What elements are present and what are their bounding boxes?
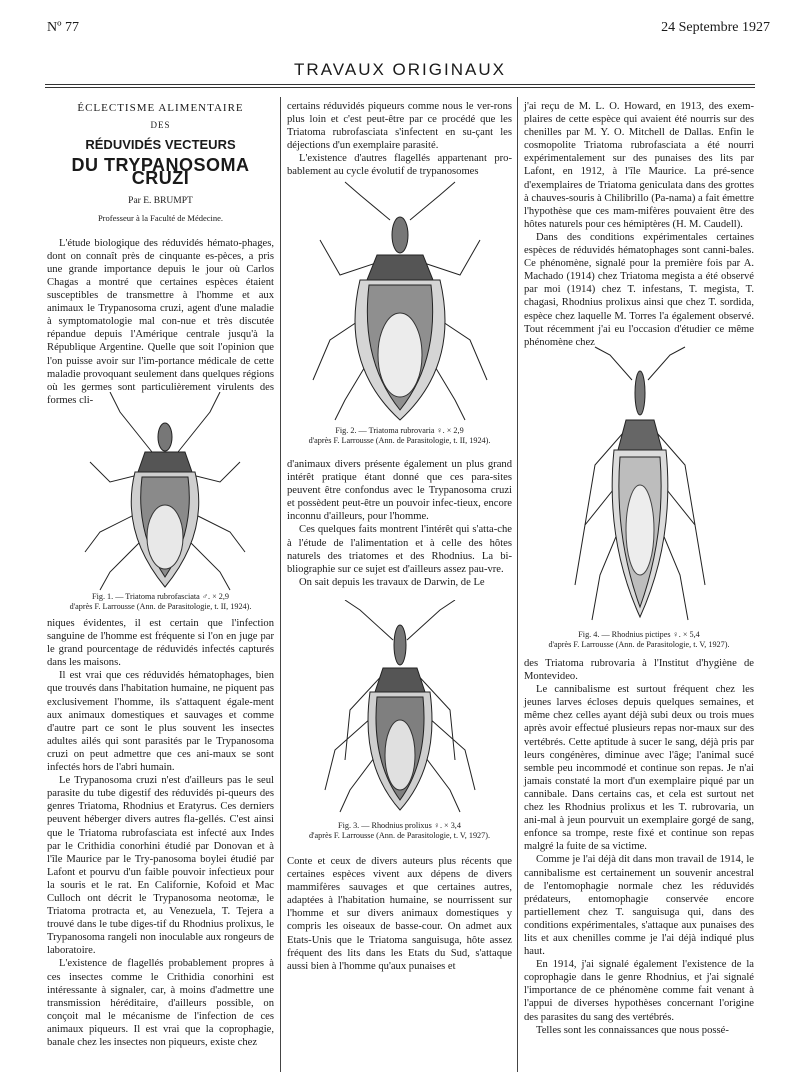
figure-3-rhodnius-prolixus	[315, 600, 485, 815]
paragraph: j'ai reçu de M. L. O. Howard, en 1913, des exem-plaires de cette espèce qui avaient été nourris sur des chenilles par M. Y. O. Mitchell de Dallas. Enfin le cosmopolite Triatoma rubrofasciata a été nourri expérimentalement sur des punaises des lits par Lafont, en 1912, à l'île Maurice. La pré-sence d'exemplaires de Triatoma geniculata dans des grottes à chauves-souris à Chilibrillo (Pa-nama) a fait émettre l'hypothèse que ces mam-mifères pouvaient être des hôtes naturels pour ces hémiptères (H. M. Caudell).	[524, 101, 754, 230]
paragraph: Conte et ceux de divers auteurs plus récents que certaines espèces vivent aux dépens de divers mammifères sauvages et que certaines autres, adaptées à l'habitation humaine, se nourrissent sur l'homme et sur divers animaux domestiques y compris les oiseaux de basse-cour. On admet aux Etats-Unis que le Triatoma sanguisuga, hôte assez fréquent des lits dans les Etats du Sud, s'attaque aussi bien à l'homme qu'aux punaises et	[287, 856, 512, 972]
figure-4-caption	[524, 630, 754, 650]
caption-line: d'après F. Larrousse (Ann. de Parasitologie, t. V, 1927).	[308, 831, 491, 840]
caption-line: Fig. 3. — Rhodnius prolixus ♀. × 3,4	[338, 821, 461, 830]
article-author: Par E. BRUMPT	[128, 196, 193, 207]
caption-line: Fig. 4. — Rhodnius pictipes ♀. × 5,4	[578, 630, 700, 639]
title-rule-top	[45, 84, 755, 85]
section-title: TRAVAUX ORIGINAUX	[294, 60, 506, 79]
insect-illustration	[570, 345, 710, 625]
figure-3-caption	[287, 821, 512, 841]
figure-2-caption	[287, 426, 512, 446]
caption-line: d'après F. Larrousse (Ann. de Parasitologie, t. II, 1924).	[308, 436, 491, 445]
paragraph: Ces quelques faits montrent l'intérêt qui s'atta-che à l'étude de l'alimentation et à celle des hôtes naturels des triatomes et des Rhodnius. La bi-bliographie sur ce sujet est d'ailleurs assez pau-vre.	[287, 524, 512, 575]
paragraph: Telles sont les connaissances que nous possé-	[536, 1024, 729, 1036]
paragraph: d'animaux divers présente également un plus grand intérêt pratique étant donné que ces para-sites peuvent être confondus avec le Trypanosoma cruzi et possèdent peut-être un pouvoir infec-tieux, encore inconnu d'ailleurs, pour l'homme.	[287, 459, 512, 523]
paragraph: L'existence de flagellés probablement propres à ces insectes comme le Crithidia conorhini est intéressante à signaler, car, à moins d'admettre une transmission héréditaire, d'ailleurs possible, on conçoit mal le mécanisme de l'infection de ces animaux piqueurs. Il est vrai que la coprophagie, banale chez les insectes non piqueurs, existe chez	[47, 958, 274, 1048]
caption-line: Fig. 2. — Triatoma rubrovaria ♀. × 2,9	[335, 426, 464, 435]
paragraph: Comme je l'ai déjà dit dans mon travail de 1914, le cannibalisme est certainement un souvenir ancestral de l'entomophagie normale chez les réduvidés prédateurs, entomophagie conservée encore partiellement chez T. sanguisuga qui, dans des conditions expérimentales, s'attaque aux punaises des lits et aux chenilles comme je l'ai déjà indiqué plus haut.	[524, 854, 754, 958]
figure-2-triatoma-rubrovaria	[305, 180, 495, 425]
insect-illustration	[305, 180, 495, 425]
paragraph: des Triatoma rubrovaria à l'Institut d'hygiène de Montevideo.	[524, 658, 754, 683]
issue-number: Nº 77	[47, 20, 79, 35]
caption-line: d'après F. Larrousse (Ann. de Parasitologie, t. II, 1924).	[69, 602, 252, 611]
author-affiliation: Professeur à la Faculté de Médecine.	[97, 212, 224, 223]
column-3	[524, 100, 754, 349]
paragraph: Le Trypanosoma cruzi n'est d'ailleurs pas le seul parasite du tube digestif des réduvidés pi-queurs des genres Triatoma, Rhodnius et Eratyrus. Ces derniers peuvent héberger divers autres fla-gellés. C'est ainsi que le Triatoma rubrofasciata est infecté aux Indes par le Crithidia conorhini étudié par Donovan et à l'île Maurice par le Try-panosoma boylei étudié par Lafont et pourvu d'un faible pouvoir infectieux pour la souris et le rat. En Californie, Kofoid et Mac Culloch ont décrit le Trypanosoma neotomæ, le Triatoma protracta et, au Venezuela, T. Tejera a trouvé dans le tube diges-tif du Rhodnius prolixus, le Trypanosoma rangeli non inoculable aux rongeurs de laboratoire.	[47, 775, 274, 957]
paragraph: niques évidentes, il est certain que l'infection sanguine de l'homme est fréquente si l'on en juge par le grand pourcentage de réduvidés infectés capturés dans les maisons.	[47, 618, 274, 669]
paragraph: L'existence d'autres flagellés appartenant pro-bablement au cycle évolutif de trypanosomes	[287, 153, 512, 178]
column-1	[47, 100, 274, 407]
column-divider-2	[517, 97, 518, 1072]
column-3-lower	[524, 657, 754, 1037]
column-2-middle	[287, 458, 512, 589]
column-divider-1	[280, 97, 281, 1072]
insect-illustration	[80, 392, 250, 592]
insect-illustration	[315, 600, 485, 815]
paragraph: L'étude biologique des réduvidés hémato-phages, dont on connaît près de cinquante es-pèces, a pris une grande importance depuis le jour où Carlos Chagas a montré que certaines espèces étaient susceptibles de transmettre à l'homme et aux animaux le Trypanosoma cruzi, agent d'une maladie à symptomatologie mal con-nue et très discutée répandue depuis l'Amérique centrale jusqu'à la République Argentine. Quelle que soit l'opinion que l'on puisse avoir sur l'im-portance médicale de cette maladie provoquant seulement dans quelques régions où les germes sont particulièrement virulents des formes cli-	[47, 237, 274, 406]
figure-1-caption	[47, 592, 274, 612]
figure-1-triatoma-rubrofasciata	[80, 392, 250, 592]
paragraph: certains réduvidés piqueurs comme nous le ver-rons plus loin et c'est peut-être par ce procédé que les Triatoma rubrofasciata s'infectent en su-çant les déjections d'un exemplaire parasité.	[287, 101, 512, 152]
figure-4-rhodnius-pictipes	[570, 345, 710, 625]
article-title-line1: ÉCLECTISME ALIMENTAIRE	[77, 102, 244, 114]
article-title-line2: DES	[150, 120, 171, 131]
caption-line: Fig. 1. — Triatoma rubrofasciata ♂. × 2,9	[92, 592, 229, 601]
paragraph: En 1914, j'ai signalé également l'existence de la coprophagie dans le genre Rhodnius, et j'ai signalé l'importance de ce phénomène comme fait venant à l'appui de diverses hypothèses concernant l'origine des parasites du sang des vertébrés.	[524, 959, 754, 1023]
paragraph: On sait depuis les travaux de Darwin, de Le	[299, 576, 485, 588]
column-2	[287, 100, 512, 179]
article-title-line3: RÉDUVIDÉS VECTEURS	[85, 137, 236, 153]
article-title-line4: DU TRYPANOSOMA CRUZI	[71, 155, 250, 189]
paragraph: Dans des conditions expérimentales certaines espèces de réduvidés hématophages sont canni-bales. Ce phénomène, signalé pour la première fois par A. Machado (1914) chez Triatoma megista a été observé par moi (1914) chez T. infestans, T. megista, T. chagasi, Rhodnius prolixus ainsi que chez T. sordida, espèce chez laquelle M. Torres l'a également observé. Tout récemment j'ai eu l'occasion d'étudier ce même phénomène chez	[524, 231, 754, 348]
paragraph: Le cannibalisme est surtout fréquent chez les jeunes larves écloses depuis quelques semaines, et même chez celles ayant déjà subi deux ou trois mues après avoir effectué plusieurs repas nor-maux sur des vertébrés. Cette aptitude à sucer le sang, déjà pris par leurs congénères, diminue avec l'âge; l'animal sucé semble peu incommodé et continue son repas. Je n'ai jamais constaté la mort d'un exemplaire piqué par un cannibale. Dans certains cas, et cela est surtout net chez les Rhodnius prolixus et les T. rubrovaria, un ani-mal à jeun pourvuit un exemplaire gorgé de sang, enfonce sa trompe, reste fixé et continue son repas malgré la fuite de sa victime.	[524, 684, 754, 853]
column-2-lower	[287, 855, 512, 973]
column-1-lower	[47, 617, 274, 1049]
title-rule-bottom	[45, 87, 755, 88]
issue-date: 24 Septembre 1927	[661, 20, 770, 35]
paragraph: Il est vrai que ces réduvidés hématophages, bien que trouvés dans l'habitation humaine, ne piquent pas exclusivement l'homme, ils s'attaquent égale-ment aux animaux domestiques et sauvages et comme d'autre part ce sont le plus souvent les insectes adultes ailés qui sont parasités par le Trypanosoma cruzi on peut admettre que ces ani-maux se sont infectés hors de l'abri humain.	[47, 670, 274, 774]
caption-line: d'après F. Larrousse (Ann. de Parasitologie, t. V, 1927).	[548, 640, 730, 649]
